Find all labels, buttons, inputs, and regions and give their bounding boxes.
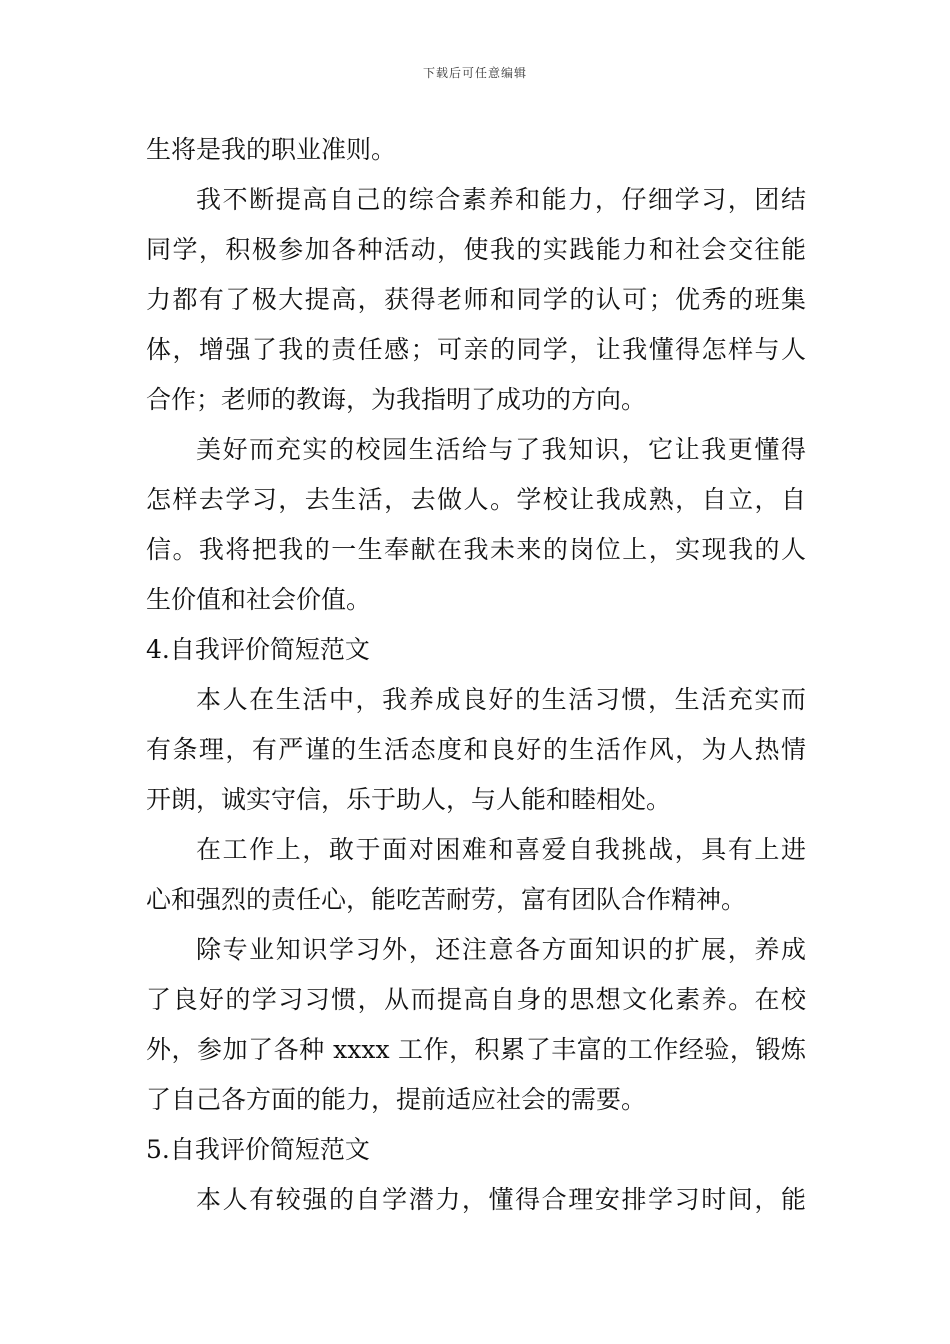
text-line: 力都有了极大提高，获得老师和同学的认可；优秀的班集 (146, 285, 806, 314)
text-line: 在工作上，敢于面对困难和喜爱自我挑战，具有上进 (196, 835, 806, 864)
text-line: 本人有较强的自学潜力，懂得合理安排学习时间，能 (196, 1185, 806, 1214)
text-line: 合作；老师的教诲，为我指明了成功的方向。 (146, 385, 647, 414)
text-line: 本人在生活中，我养成良好的生活习惯，生活充实而 (196, 685, 806, 714)
text-line: 生将是我的职业准则。 (146, 135, 397, 164)
text-line: 外，参加了各种 xxxx 工作，积累了丰富的工作经验，锻炼 (146, 1035, 806, 1064)
page-header-note: 下载后可任意编辑 (422, 66, 527, 80)
text-line: 了良好的学习习惯，从而提高自身的思想文化素养。在校 (146, 985, 806, 1014)
section-heading: 5.自我评价简短范文 (146, 1135, 370, 1164)
text-line: 生价值和社会价值。 (146, 585, 372, 614)
text-line: 体，增强了我的责任感；可亲的同学，让我懂得怎样与人 (146, 335, 806, 364)
text-line: 开朗，诚实守信，乐于助人，与人能和睦相处。 (146, 785, 672, 814)
text-line: 同学，积极参加各种活动，使我的实践能力和社会交往能 (146, 235, 806, 264)
text-line: 我不断提高自己的综合素养和能力，仔细学习，团结 (196, 185, 806, 214)
text-line: 除专业知识学习外，还注意各方面知识的扩展，养成 (196, 935, 806, 964)
document-body (146, 128, 806, 1228)
text-line: 了自己各方面的能力，提前适应社会的需要。 (146, 1085, 647, 1114)
text-line: 信。我将把我的一生奉献在我未来的岗位上，实现我的人 (146, 535, 806, 564)
text-line: 美好而充实的校园生活给与了我知识，它让我更懂得 (196, 435, 806, 464)
text-line: 怎样去学习，去生活，去做人。学校让我成熟，自立，自 (146, 485, 806, 514)
text-line: 有条理，有严谨的生活态度和良好的生活作风，为人热情 (146, 735, 806, 764)
text-line: 心和强烈的责任心，能吃苦耐劳，富有团队合作精神。 (146, 885, 747, 914)
section-heading: 4.自我评价简短范文 (146, 635, 370, 664)
